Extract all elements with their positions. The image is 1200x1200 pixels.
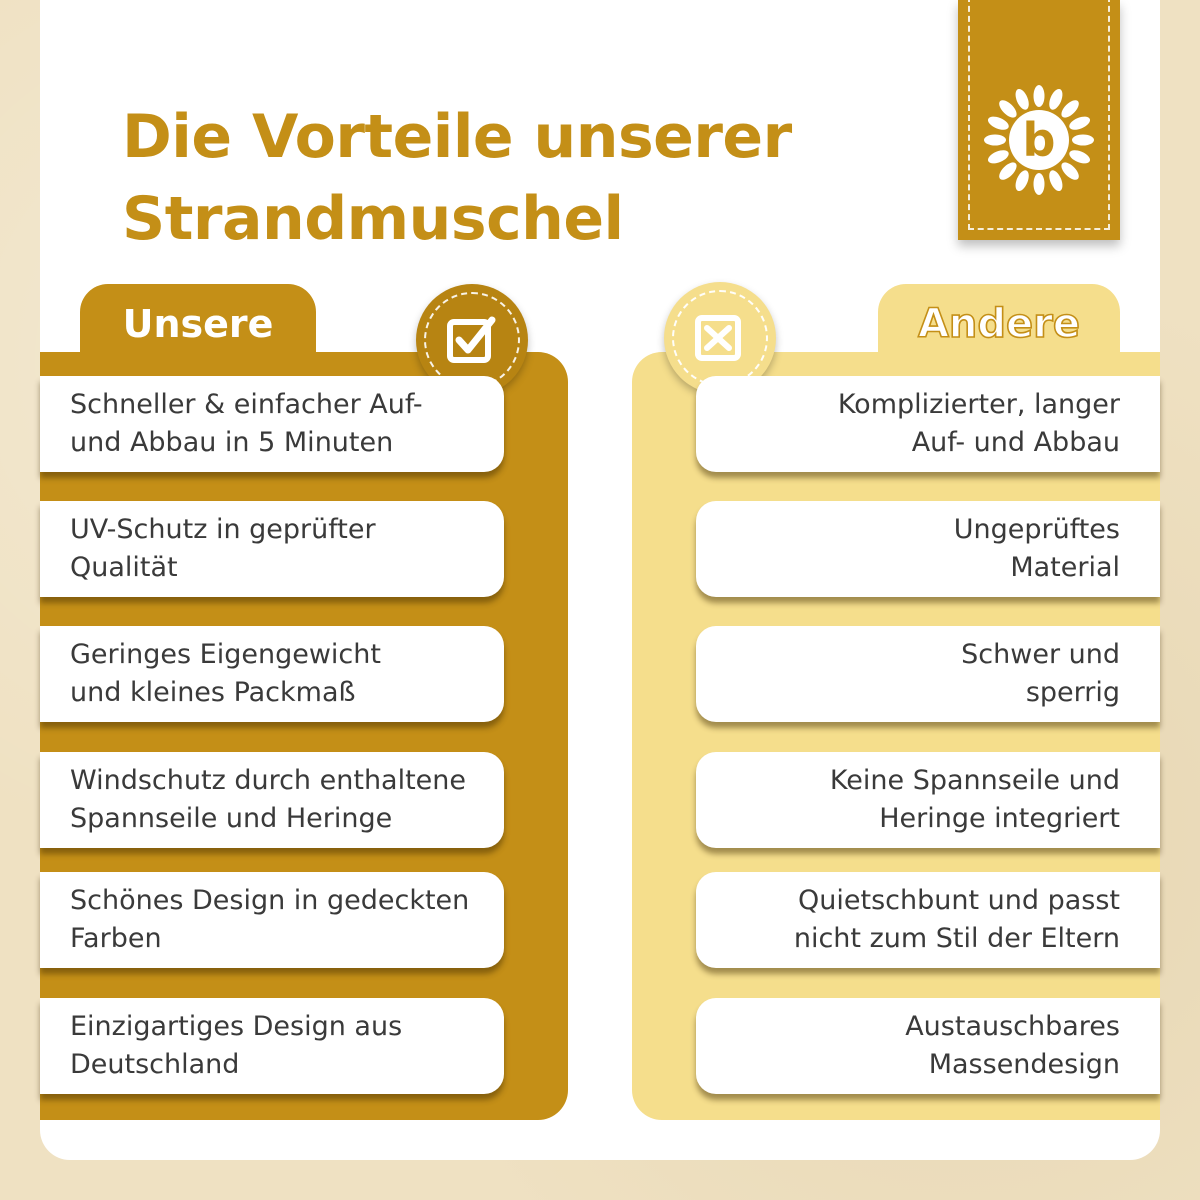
others-item-text: Ungeprüftes Material <box>953 514 1120 583</box>
logo-petal <box>1013 168 1032 193</box>
ours-item-text: Geringes Eigengewicht und kleines Packmaß <box>70 639 381 708</box>
logo-petal <box>1058 97 1081 120</box>
logo-petal <box>996 159 1019 182</box>
ours-item-text: Schönes Design in gedeckten Farben <box>70 885 470 954</box>
others-item-3 <box>696 626 1160 722</box>
logo-petal <box>1058 159 1081 182</box>
logo-petal <box>1034 173 1045 195</box>
logo-letter: b <box>1022 113 1056 167</box>
sunflower-b-logo-icon <box>981 82 1097 198</box>
logo-petal <box>986 114 1011 133</box>
ours-item-1 <box>40 376 504 472</box>
logo-petal <box>1013 87 1032 112</box>
checkbox-checked-icon <box>444 312 500 368</box>
logo-petal <box>1047 168 1066 193</box>
others-item-2 <box>696 501 1160 597</box>
logo-petal <box>996 97 1019 120</box>
logo-petal <box>1067 148 1092 167</box>
page-title-line-1: Die Vorteile unserer <box>122 102 792 172</box>
logo-petal <box>986 148 1011 167</box>
ours-item-text: Windschutz durch enthaltene Spannseile und Heringe <box>70 765 467 834</box>
others-item-text: Quietschbunt und passt nicht zum Stil der Eltern <box>793 885 1120 954</box>
ours-item-text: Einzigartiges Design aus Deutschland <box>70 1011 403 1080</box>
others-item-6 <box>696 998 1160 1094</box>
brand-bookmark <box>958 0 1120 240</box>
others-item-text: Komplizierter, langer Auf- und Abbau <box>837 389 1120 458</box>
ours-item-6 <box>40 998 504 1094</box>
logo-petal <box>1047 87 1066 112</box>
others-item-4 <box>696 752 1160 848</box>
ours-item-5 <box>40 872 504 968</box>
ours-item-3 <box>40 626 504 722</box>
tab-others: Andere <box>878 284 1120 364</box>
ours-item-text: Schneller & einfacher Auf- und Abbau in 5 Minuten <box>70 389 423 458</box>
checkbox-crossed-icon <box>692 310 748 366</box>
others-item-1 <box>696 376 1160 472</box>
ours-item-text: UV-Schutz in geprüfter Qualität <box>70 514 376 583</box>
page-title-line-2: Strandmuschel <box>122 184 624 254</box>
others-item-text: Keine Spannseile und Heringe integriert <box>829 765 1120 834</box>
page-title <box>122 96 792 260</box>
others-item-text: Schwer und sperrig <box>961 639 1120 708</box>
logo-petal <box>1067 114 1092 133</box>
others-item-5 <box>696 872 1160 968</box>
ours-item-2 <box>40 501 504 597</box>
tab-ours: Unsere <box>80 284 316 364</box>
logo-petal <box>1034 85 1045 107</box>
logo-petal <box>1072 135 1094 146</box>
logo-petal <box>984 135 1006 146</box>
others-item-text: Austauschbares Massendesign <box>905 1011 1120 1080</box>
ours-item-4 <box>40 752 504 848</box>
